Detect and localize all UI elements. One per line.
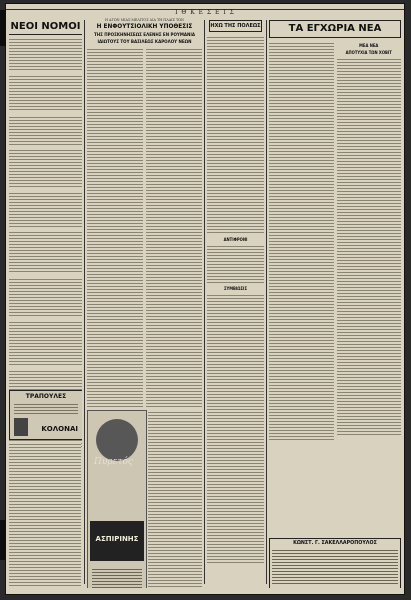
newspaper-page [6, 4, 404, 594]
local-news-banner [269, 20, 401, 38]
section-title: ΝΕΟΙ ΝΟΜΟΙ [10, 21, 81, 32]
column-1-text-lower [9, 442, 81, 588]
column-divider [204, 20, 205, 584]
news-head-1: ΜΕΑ ΝΕΑ [359, 43, 379, 48]
column-4-text-a [269, 41, 334, 441]
box-title: ΗΧΩ ΤΗΣ ΠΟΛΕΩΣ [210, 23, 261, 29]
news-head-2: ΑΠΟΤΥΧΙΑ ΤΩΝ ΧΟΒΙΤ [345, 50, 392, 55]
ad-product: ΑΣΠΙΡΙΝΗΣ [95, 535, 139, 543]
column-2 [87, 18, 202, 588]
binding-mark [0, 10, 6, 46]
binding-mark [0, 520, 6, 560]
masthead: Ι Θ Κ Ε Σ Ε Ι Σ [175, 9, 235, 16]
local-news-title: ΤΑ ΕΓΧΩΡΙΑ ΝΕΑ [288, 23, 382, 34]
column-4-text-b [337, 57, 402, 437]
column-3 [207, 18, 264, 588]
head-illustration [96, 419, 138, 461]
column-2-text-lower [148, 410, 202, 588]
ad-word: Πυρετός [94, 457, 133, 467]
column-2-text-a [87, 47, 143, 407]
column-3-text-b [207, 293, 264, 563]
column-4 [269, 18, 401, 588]
column-divider [266, 20, 267, 584]
ad-brand: ΚΟΛΟΝΑΙ [41, 425, 78, 433]
aspirin-ad [87, 410, 147, 588]
mid-heading: ΑΝΤΙΦΡΟΝΙ [223, 237, 248, 242]
city-echo-box [209, 20, 262, 32]
headline: Η ΕΝΦΟΥΤΣΙΟΛΙΚΗ ΥΠΟΘΕΣΙΣ [96, 23, 193, 30]
column-divider [84, 20, 85, 584]
kicker: Η ΑΓΩΝ ΜΙΑΣ ΜΕΛΙΤΟΣ ΔΙΑ ΤΗ ΠΛΑΙΣ ΤΩΝ [105, 18, 184, 22]
column-1 [9, 18, 82, 588]
column-1-text [9, 37, 82, 448]
column-3-text-a [207, 35, 264, 235]
cards-illustration [14, 418, 28, 436]
subheadline-2: ΙΔΙΩΤΟΥΣ ΤΟΥ ΒΑΣΙΛΕΩΣ ΚΑΡΟΛΟΥ ΝΕΩΝ [97, 39, 192, 45]
doctor-name: ΚΩΝΣΤ. Γ. ΣΑΚΕΛΛΑΡΟΠΟΥΛΟΣ [293, 541, 377, 546]
subheadline: ΤΗΣ ΠΡΟΣΚΗΝΗΣΕΩΣ ΕΛΕΝΗΣ ΕΝ ΡΟΥΜΑΝΙΑ [93, 32, 196, 38]
doctor-ad [269, 538, 401, 588]
playing-cards-ad [9, 390, 82, 440]
mid-heading-2: ΣΥΜΒΙΩΣΙΣ [223, 286, 248, 291]
column-2-text-b [146, 47, 202, 407]
ad-title: ΤΡΑΠΟΥΛΕΣ [25, 393, 67, 400]
